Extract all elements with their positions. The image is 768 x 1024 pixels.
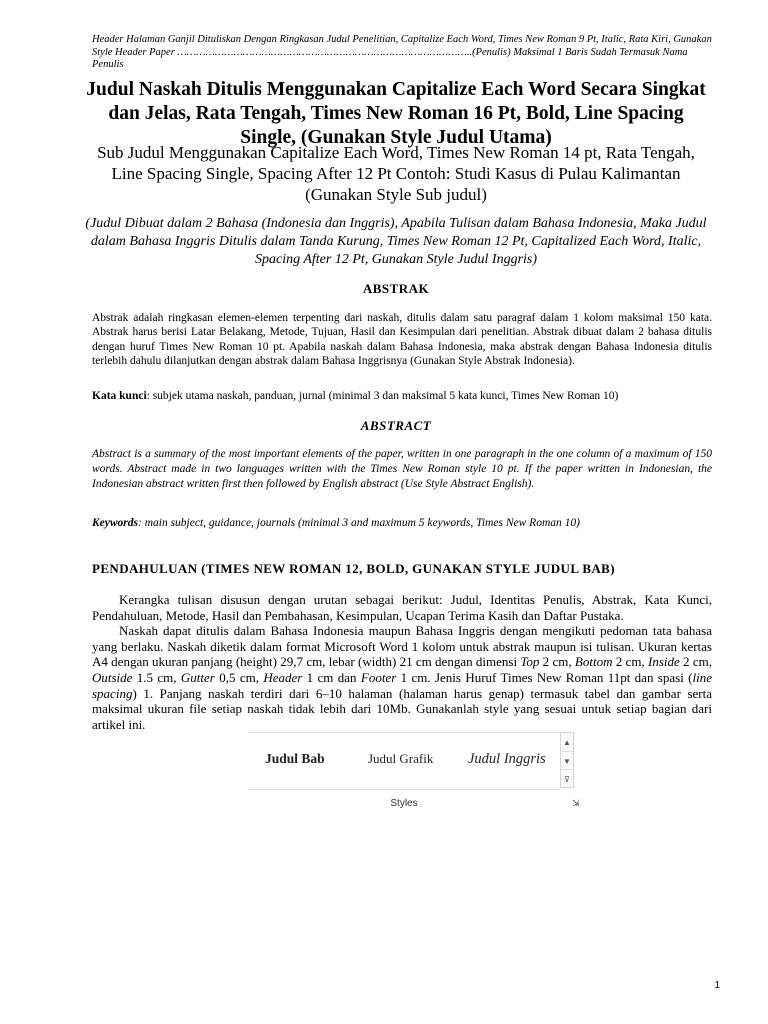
kata-kunci — [92, 389, 712, 403]
scroll-up-icon[interactable]: ▲ — [563, 737, 571, 747]
paper-title: Judul Naskah Ditulis Menggunakan Capitalize Each Word Secara Singkat dan Jelas, Rata Tengah, Times New Roman 16 Pt, Bold, Line Spacing Single, (Gunakan Style Judul Utama) — [86, 79, 706, 148]
style-judul-bab[interactable]: Judul Bab — [265, 751, 325, 766]
inside-label: Inside — [647, 654, 680, 670]
abstract-body: Abstract is a summary of the most important elements of the paper, written in one paragraph in the one column of a maximum of 150 words. Abstract made in two languages written with the Times New Roman style 10 pt. If the paper written in Indonesian, the Indonesian abstract written first then followed by English abstract (Use Style Abstract English). — [92, 448, 712, 490]
gutter-label: Gutter — [180, 669, 215, 685]
page-number: 1 — [714, 980, 720, 991]
bottom-value: 2 cm, — [612, 654, 648, 670]
style-judul-inggris[interactable]: Judul Inggris — [468, 751, 546, 767]
abstrak-heading: ABSTRAK — [362, 281, 430, 296]
kata-kunci-label: Kata kunci — [92, 390, 147, 402]
english-title-note: (Judul Dibuat dalam 2 Bahasa (Indonesia dan Inggris), Apabila Tulisan dalam Bahasa Indonesia, Maka Judul dalam Bahasa Inggris Ditulis dalam Tanda Kurung, Times New Roman 12 Pt, Capitalized Each Word, Italic, Spacing After 12 Pt, Gunakan Style Judul Inggris) — [85, 216, 707, 267]
paragraph-1: Kerangka tulisan disusun dengan urutan sebagai berikut: Judul, Identitas Penulis, Abstrak, Kata Kunci, Pendahuluan, Metode, Hasil dan Pembahasan, Kesimpulan, Ucapan Terima Kasih dan Daftar Pustaka. — [92, 592, 712, 623]
styles-gallery — [248, 732, 560, 790]
pendahuluan-body — [92, 592, 712, 732]
header-label: Header — [263, 669, 303, 685]
styles-group-label: Styles — [390, 798, 418, 809]
paragraph-2 — [92, 623, 712, 732]
abstract-heading: ABSTRACT — [360, 418, 432, 433]
keywords-text: : main subject, guidance, journals (minimal 3 and maximum 5 keywords, Times New Roman 10) — [138, 517, 580, 529]
gutter-value: 0,5 cm, — [214, 669, 264, 685]
header-note: Header Halaman Ganjil Dituliskan Dengan Ringkasan Judul Penelitian, Capitalize Each Word, Times New Roman 9 Pt, Italic, Rata Kiri, Gunakan Style Header Paper …………………………………………………………………………………..(Penulis) Maksimal 1 Baris Sudah Termasuk Nama Penulis — [92, 34, 712, 70]
para2-text-b: ) 1. Panjang naskah terdiri dari 6–10 halaman (halaman harus genap) termasuk tabel dan gambar serta maksimal ukuran file setiap naskah tidak lebih dari 10Mb. Gunakanlah style yang sesuai untuk setiap bagian dari artikel ini. — [92, 685, 712, 732]
more-styles-icon[interactable]: ⊽ — [561, 769, 573, 788]
outside-value: 1.5 cm, — [132, 669, 181, 685]
outside-label: Outside — [92, 669, 133, 685]
keywords-label: Keywords — [92, 517, 138, 529]
pendahuluan-heading: PENDAHULUAN (TIMES NEW ROMAN 12, BOLD, GUNAKAN STYLE JUDUL BAB) — [92, 561, 615, 576]
style-judul-grafik[interactable]: Judul Grafik — [368, 751, 434, 766]
styles-panel — [248, 732, 580, 816]
footer-label: Footer — [360, 669, 397, 685]
inside-value: 2 cm, — [679, 654, 712, 670]
footer-value: 1 cm. Jenis Huruf Times New Roman 11pt dan spasi ( — [396, 669, 693, 685]
bottom-label: Bottom — [574, 654, 613, 670]
scroll-down-icon[interactable]: ▼ — [561, 751, 573, 770]
top-value: 2 cm, — [539, 654, 575, 670]
kata-kunci-text: : subjek utama naskah, panduan, jurnal (minimal 3 dan maksimal 5 kata kunci, Times New Roman 10) — [146, 390, 619, 402]
header-value: 1 cm dan — [302, 669, 361, 685]
line-spacing-label: line spacing — [92, 669, 712, 701]
para2-text-a: Naskah dapat ditulis dalam Bahasa Indonesia maupun Bahasa Inggris dengan mengikuti pedoman tata bahasa yang berlaku. Naskah diketik dalam format Microsoft Word 1 kolom untuk abstrak maupun isi tulisan. Ukuran kertas A4 dengan ukuran panjang (height) 29,7 cm, lebar (width) 21 cm dengan dimensi — [92, 623, 712, 670]
keywords — [92, 516, 712, 530]
top-label: Top — [520, 654, 540, 670]
dialog-launcher-icon[interactable]: ⇲ — [572, 798, 580, 808]
abstrak-body: Abstrak adalah ringkasan elemen-elemen terpenting dari naskah, ditulis dalam satu paragraf dalam 1 kolom maksimal 150 kata. Abstrak harus berisi Latar Belakang, Metode, Tujuan, Hasil dan Kesimpulan dari penelitian. Abstrak dibuat dalam 2 bahasa ditulis dengan huruf Times New Roman 10 pt. Apabila naskah dalam Bahasa Indonesia, maka abstrak dengan Bahasa Indonesia ditulis terlebih dahulu dilanjutkan dengan abstrak dalam Bahasa Inggrisnya (Gunakan Style Abstrak Indonesia). — [92, 312, 712, 367]
styles-scroll — [560, 732, 574, 788]
paper-subtitle: Sub Judul Menggunakan Capitalize Each Word, Times New Roman 14 pt, Rata Tengah, Line Spacing Single, Spacing After 12 Pt Contoh: Studi Kasus di Pulau Kalimantan (Gunakan Style Sub judul) — [97, 143, 695, 204]
